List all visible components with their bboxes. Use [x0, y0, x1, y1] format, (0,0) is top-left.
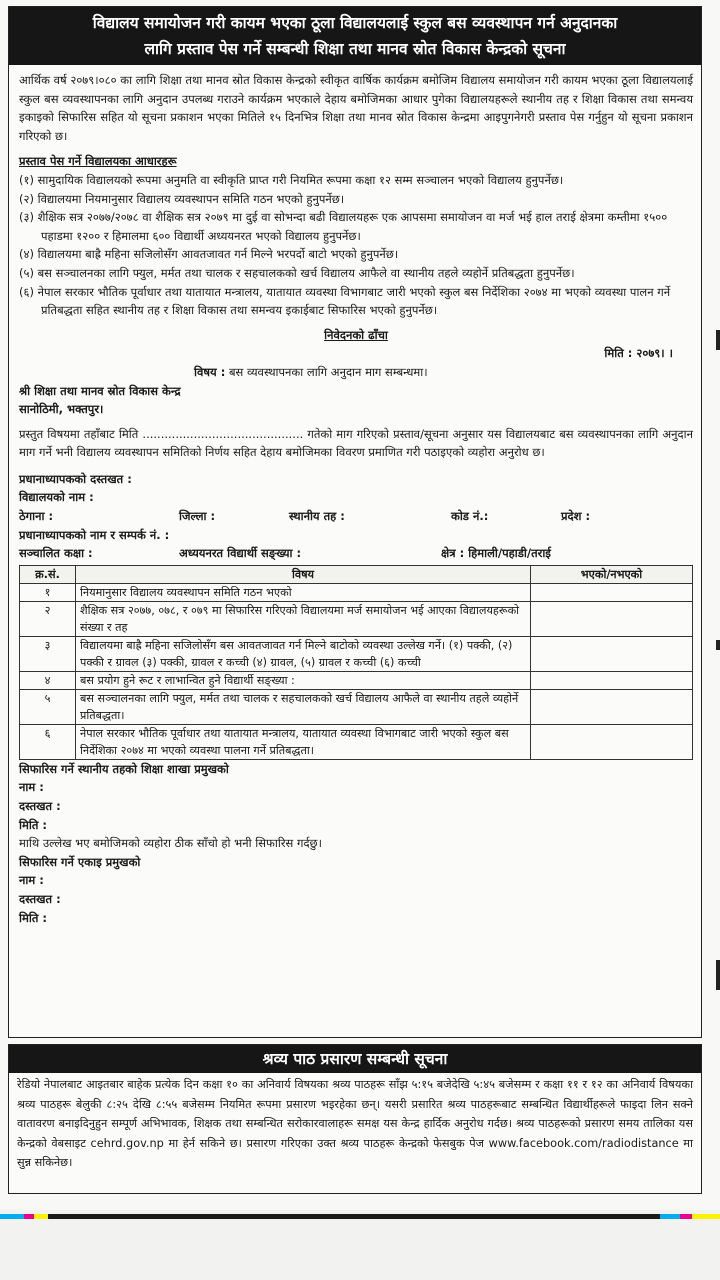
row-answer-cell	[531, 601, 693, 636]
criteria-item: (३) शैक्षिक सत्र २०७७/२०७८ वा शैक्षिक सत्र २०७९ मा दुई वा सोभन्दा बढी विद्यालयहरू एक आपसमा समायोजन वा मर्ज भई हाल तराई क्षेत्रमा कम्तीमा १५०० पहाडमा १२०० र हिमालमा ६०० विद्यार्थी अध्ययनरत भएको विद्यालय हुनुपर्नेछ।	[19, 210, 668, 243]
page-edge-mark	[716, 330, 720, 350]
province-field: प्रदेश :	[561, 509, 591, 524]
zone-field: क्षेत्र : हिमाली/पहाडी/तराई	[441, 546, 551, 561]
notice-title	[9, 7, 701, 65]
print-swatch-magenta	[24, 1214, 34, 1219]
unit-date-field: मिति :	[19, 910, 47, 925]
table-row	[20, 601, 693, 636]
table-row	[20, 724, 693, 759]
header-subject: विषय	[76, 565, 531, 583]
radio-notice-box	[8, 1044, 702, 1194]
unit-signature-field: दस्तखत :	[19, 892, 61, 906]
print-rule-black	[48, 1214, 660, 1219]
print-color-bar	[0, 1212, 720, 1222]
row-sn: ४	[20, 671, 76, 689]
unit-name-field: नाम :	[19, 873, 44, 888]
radio-notice-title: श्रव्य पाठ प्रसारण सम्बन्धी सूचना	[9, 1045, 701, 1073]
page-edge-mark	[716, 640, 720, 650]
print-swatch-cyan	[0, 1214, 24, 1219]
row-sn: १	[20, 583, 76, 601]
row-text: नियमानुसार विद्यालय व्यवस्थापन समिति गठन भएको	[76, 583, 531, 601]
header-sn: क्र.सं.	[20, 565, 76, 583]
criteria-item: (१) सामुदायिक विद्यालयको रूपमा अनुमति वा स्वीकृति प्राप्त गरी नियमित रूपमा कक्षा १२ सम्म सञ्चालन भएको विद्यालय हुनुपर्नेछ।	[19, 172, 564, 187]
criteria-item: (२) विद्यालयमा नियमानुसार विद्यालय व्यवस्थापन समिति गठन भएको हुनुपर्नेछ।	[19, 191, 345, 206]
criteria-item: (४) विद्यालयमा बाह्रै महिना सजिलोसँग आवतजावत गर्न मिल्ने भरपर्दो बाटो भएको हुनुपर्नेछ।	[19, 247, 399, 262]
notice-body	[19, 71, 693, 1037]
criteria-list	[19, 171, 693, 320]
radio-notice-body: रेडियो नेपालबाट आइतबार बाहेक प्रत्येक दिन कक्षा १० का अनिवार्य विषयका श्रव्य पाठहरू साँझ ५:१५ बजेदेखि ५:४५ बजेसम्म र कक्षा ११ र १२ का अनिवार्य विषयका श्रव्य पाठहरू बेलुकी ८:२५ देखि ८:५५ बजेसम्म नियमित रूपमा प्रसारण भइरहेका छन्। यसरी प्रसारित श्रव्य पाठहरूबाट सम्बन्धित विद्यार्थीहरूले फाइदा लिन सक्ने वातावरण बनाइदिनुहुन सम्पूर्ण अभिभावक, शिक्षक तथा सम्बन्धित सरोकारवालाहरू समक्ष यस केन्द्र हार्दिक अनुरोध गर्दछ। श्रव्य पाठहरूको प्रसारण समय तालिका यस केन्द्रको वेबसाइट cehrd.gov.np मा हेर्न सकिने छ। प्रसारण गरिएका उक्त श्रव्य पाठहरू केन्द्रको फेसबुक पेज www.facebook.com/radiodistance मा सुन्न सकिनेछ।	[17, 1078, 693, 1170]
criteria-item: (६) नेपाल सरकार भौतिक पूर्वाधार तथा यातायात मन्त्रालय, यातायात व्यवस्था विभागबाट जारी भएको स्कुल बस निर्देशिका २०७४ मा भएको व्यवस्था पालन गर्ने प्रतिबद्धता सहित स्थानीय तह र शिक्षा विकास तथा समन्वय इकाईबाट सिफारिस भएको हुनुपर्नेछ।	[19, 284, 671, 318]
table-row	[20, 689, 693, 724]
principal-contact-field: प्रधानाध्यापकको नाम र सम्पर्क नं. :	[19, 527, 170, 542]
page-edge-mark	[716, 960, 720, 990]
row-text: शैक्षिक सत्र २०७७, ०७८, र ०७९ मा सिफारिस गरिएको विद्यालयमा मर्ज समायोजन भई आएका विद्यालयहरूको संख्या र तह	[76, 601, 531, 636]
print-swatch-magenta	[680, 1214, 692, 1219]
row-answer-cell	[531, 636, 693, 671]
recommender-date-field: मिति :	[19, 817, 47, 832]
local-level-field: स्थानीय तह :	[289, 509, 345, 524]
row-text: बस सञ्चालनका लागि फ्युल, मर्मत तथा चालक र सहचालकको खर्च विद्यालय आफैले वा स्थानीय तहले व्यहोर्ने प्रतिबद्धता।	[76, 689, 531, 724]
row-answer-cell	[531, 689, 693, 724]
recommendation-section	[19, 760, 693, 927]
students-count-field: अध्ययनरत विद्यार्थी सङ्ख्या :	[179, 546, 302, 561]
classes-run-field: सञ्चालित कक्षा :	[19, 546, 93, 561]
intro-paragraph: आर्थिक वर्ष २०७९।०८० का लागि शिक्षा तथा मानव स्रोत विकास केन्द्रको स्वीकृत वार्षिक कार्यक्रम बमोजिम विद्यालय समायोजन गरी कायम भएका ठूला विद्यालयलाई स्कुल बस व्यवस्थापनका लागि अनुदान उपलब्ध गराउने कार्यक्रम भएकाले देहाय बमोजिमका आधार पुगेका विद्यालयहरूले स्थानीय तह र शिक्षा विकास तथा समन्वय इकाइको सिफारिस सहित यो सूचना प्रकाशन भएका मितिले १५ दिनभित्र शिक्षा तथा मानव स्रोत विकास केन्द्रमा आइपुगनेगरी प्रस्ताव पेस गर्नुहुन यो सूचना प्रकाशन गरिएको छ।	[19, 73, 693, 143]
criteria-title: प्रस्ताव पेस गर्ने विद्यालयका आधारहरू	[19, 154, 177, 169]
recommender-signature-field: दस्तखत :	[19, 799, 61, 814]
form-title: निवेदनको ढाँचा	[324, 327, 388, 342]
table-row	[20, 671, 693, 689]
local-recommender-title: सिफारिस गर्ने स्थानीय तहको शिक्षा शाखा प्रमुखको	[19, 761, 229, 776]
details-table	[19, 565, 693, 760]
notice-box	[8, 6, 702, 1038]
address-field: ठेगाना :	[19, 509, 54, 524]
row-sn: ३	[20, 636, 76, 671]
code-no-field: कोड नं.:	[451, 509, 489, 524]
criteria-item: (५) बस सञ्चालनका लागि फ्युल, मर्मत तथा चालक र सहचालकको खर्च विद्यालय आफैले वा स्थानीय तहले व्यहोर्ने प्रतिबद्धता हुनुपर्नेछ।	[19, 265, 575, 280]
form-date: मिति : २०७९। ।	[604, 346, 673, 361]
row-answer-cell	[531, 724, 693, 759]
print-swatch-cyan	[660, 1214, 680, 1219]
print-swatch-yellow	[34, 1214, 48, 1219]
form-subject	[19, 363, 693, 382]
recommendation-statement: माथि उल्लेख भए बमोजिमको व्यहोरा ठीक साँचो हो भनी सिफारिस गर्दछु।	[19, 836, 322, 851]
subject-text: बस व्यवस्थापनका लागि अनुदान माग सम्बन्धमा।	[228, 364, 428, 379]
table-header-row	[20, 565, 693, 583]
row-text: नेपाल सरकार भौतिक पूर्वाधार तथा यातायात मन्त्रालय, यातायात व्यवस्था विभागबाट जारी भएको स्कुल बस निर्देशिका २०७४ मा भएको व्यवस्था पालना गर्ने प्रतिबद्धता।	[76, 724, 531, 759]
address-row	[19, 507, 693, 526]
row-text: बस प्रयोग हुने रूट र लाभान्वित हुने विद्यार्थी सङ्ख्या :	[76, 671, 531, 689]
row-sn: ५	[20, 689, 76, 724]
row-text: विद्यालयमा बाह्रै महिना सजिलोसँग बस आवतजावत गर्न मिल्ने बाटोको व्यवस्था उल्लेख गर्ने। (१) पक्की, (२) पक्की र ग्रावल (३) पक्की, ग्रावल र कच्ची (४) ग्रावल, (५) ग्रावल र कच्ची (६) कच्ची	[76, 636, 531, 671]
addressee-line-1: श्री शिक्षा तथा मानव स्रोत विकास केन्द्र	[19, 383, 181, 398]
addressee-line-2: सानोठिमी, भक्तपुर।	[19, 402, 104, 417]
table-row	[20, 636, 693, 671]
table-row	[20, 583, 693, 601]
unit-recommender-title: सिफारिस गर्ने एकाइ प्रमुखको	[19, 854, 141, 869]
row-sn: २	[20, 601, 76, 636]
print-swatch-yellow	[692, 1214, 720, 1219]
header-answer: भएको/नभएको	[531, 565, 693, 583]
school-name-field: विद्यालयको नाम :	[19, 490, 94, 505]
notice-title-line-1: विद्यालय समायोजन गरी कायम भएका ठूला विद्यालयलाई स्कुल बस व्यवस्थापन गर्न अनुदानका	[92, 14, 618, 32]
row-answer-cell	[531, 583, 693, 601]
class-row	[19, 544, 693, 563]
request-paragraph: प्रस्तुत विषयमा तहाँबाट मिति ............................................ गतेको माग गरिएको प्रस्ताव/सूचना अनुसार यस विद्यालयबाट बस व्यवस्थापनका लागि अनुदान माग गर्ने भनी विद्यालय व्यवस्थापन समितिको निर्णय सहित देहाय बमोजिमका विवरण प्रमाणित गरी पठाइएको व्यहोरा अनुरोध छ।	[19, 426, 693, 460]
row-sn: ६	[20, 724, 76, 759]
notice-title-line-2: लागि प्रस्ताव पेस गर्ने सम्बन्धी शिक्षा तथा मानव स्रोत विकास केन्द्रको सूचना	[144, 40, 566, 58]
district-field: जिल्ला :	[179, 509, 216, 524]
subject-label: विषय :	[194, 364, 226, 379]
row-answer-cell	[531, 671, 693, 689]
recommender-name-field: नाम :	[19, 780, 44, 795]
principal-sign-field: प्रधानाध्यापकको दस्तखत :	[19, 471, 132, 486]
